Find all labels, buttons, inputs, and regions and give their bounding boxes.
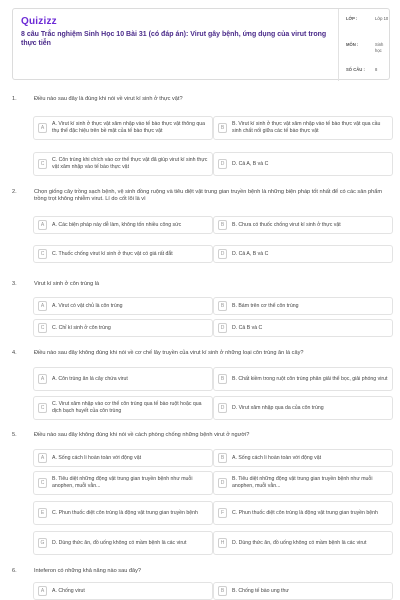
option-text: C. Thuốc chống virut kí sinh ở thực vật có giá rất đắt: [52, 250, 173, 257]
question-text: Chọn giống cây trồng sạch bệnh, vệ sinh đồng ruộng và tiêu diệt vật trung gian truyền bệnh là những biện pháp tốt nhất để có các sản phẩm trồng trọt không nhiễm virut. Lí do cốt lõi là vì: [34, 189, 383, 203]
option-letter-box: C: [38, 249, 47, 259]
option-text: B. Chống tế bào ung thư: [232, 587, 289, 594]
option-5e[interactable]: [33, 501, 213, 525]
question-number: 5.: [12, 432, 17, 438]
option-letter-box: H: [218, 538, 227, 548]
option-text: B. Virut kí sinh ở thực vật xâm nhập vào tế bào thực vật qua cầu sinh chất nối giữa các tế bào thực vật: [232, 121, 381, 134]
option-letter-box: C: [38, 323, 47, 333]
option-letter-box: A: [38, 220, 47, 230]
option-letter-box: B: [218, 374, 227, 384]
option-letter-box: E: [38, 508, 47, 518]
option-letter-box: F: [218, 508, 227, 518]
worksheet-header: [12, 8, 390, 80]
option-5b[interactable]: [213, 449, 393, 467]
option-3a[interactable]: [33, 297, 213, 315]
option-text: D. Cả B và C: [232, 324, 263, 331]
option-4b[interactable]: [213, 367, 393, 391]
option-letter-box: G: [38, 538, 47, 548]
option-text: C. Côn trùng khi chích vào cơ thể thực vật đã giúp virut kí sinh thực vật xâm nhập vào tế bào thực vật: [52, 157, 208, 170]
option-5f[interactable]: [213, 501, 393, 525]
option-text: D. Dùng thức ăn, đồ uống không có mầm bệnh là các virut: [232, 539, 367, 546]
option-text: B. Tiêu diệt những động vật trung gian truyền bệnh như muỗi anophen, muỗi vằn...: [52, 476, 193, 489]
option-letter-box: A: [38, 453, 47, 463]
option-letter-box: B: [218, 301, 227, 311]
meta-subject-value: Sinh học: [375, 42, 384, 53]
option-text: A. Côn trùng ăn lá cây chứa virut: [52, 375, 128, 382]
option-2d[interactable]: [213, 245, 393, 263]
question-number: 4.: [12, 350, 17, 356]
option-letter-box: B: [218, 453, 227, 463]
option-text: C. Phun thuốc diệt côn trùng là động vật trung gian truyền bệnh: [52, 509, 198, 516]
meta-count-label: SỐ CÂU :: [346, 67, 365, 72]
option-6b[interactable]: [213, 582, 393, 600]
option-letter-box: D: [218, 478, 227, 488]
question-text: Điều nào sau đây không đúng khi nói về cách phòng chống những bệnh virut ở người?: [34, 432, 250, 438]
option-2b[interactable]: [213, 216, 393, 234]
option-1c[interactable]: [33, 152, 213, 176]
option-letter-box: C: [38, 159, 47, 169]
option-5g[interactable]: [33, 531, 213, 555]
option-letter-box: A: [38, 586, 47, 596]
option-5d[interactable]: [213, 471, 393, 495]
option-5h[interactable]: [213, 531, 393, 555]
option-letter-box: A: [38, 123, 47, 133]
option-letter-box: D: [218, 323, 227, 333]
worksheet-meta: [338, 9, 391, 81]
meta-grade-label: LỚP :: [346, 16, 358, 21]
meta-count-value: 8: [375, 67, 378, 72]
option-letter-box: C: [38, 403, 47, 413]
option-2c[interactable]: [33, 245, 213, 263]
option-1a[interactable]: [33, 116, 213, 140]
quizizz-logo: Quizizz: [21, 16, 57, 27]
option-letter-box: B: [218, 586, 227, 596]
option-2a[interactable]: [33, 216, 213, 234]
option-letter-box: D: [218, 159, 227, 169]
option-5c[interactable]: [33, 471, 213, 495]
option-text: B. Chưa có thuốc chống virut kí sinh ở thực vật: [232, 221, 341, 228]
question-text: Inteferon có những khả năng nào sau đây?: [34, 568, 141, 574]
option-4d[interactable]: [213, 396, 393, 420]
option-letter-box: A: [38, 301, 47, 311]
meta-grade-value: Lớp 10: [375, 16, 389, 21]
option-text: A. Chống virut: [52, 587, 85, 594]
meta-subject-label: MÔN :: [346, 42, 359, 47]
option-text: C. Chỉ kí sinh ở côn trùng: [52, 324, 111, 331]
option-letter-box: C: [38, 478, 47, 488]
option-text: C. Phun thuốc diệt côn trùng là động vật trung gian truyền bệnh: [232, 509, 378, 516]
option-text: A. Virut có vật chủ là côn trùng: [52, 302, 123, 309]
option-3c[interactable]: [33, 319, 213, 337]
question-text: Điều nào sau đây không đúng khi nói về cơ chế lây truyền của virut kí sinh ở những loại côn trùng ăn lá cây?: [34, 350, 304, 356]
option-1d[interactable]: [213, 152, 393, 176]
option-5a[interactable]: [33, 449, 213, 467]
option-text: A. Sống cách li hoàn toàn với động vật: [52, 454, 142, 461]
option-text: D. Cả A, B và C: [232, 160, 269, 167]
option-letter-box: D: [218, 249, 227, 259]
worksheet-title: 8 câu Trắc nghiệm Sinh Học 10 Bài 31 (có đáp án): Virut gây bệnh, ứng dụng của virut trong thực tiễn: [21, 31, 327, 47]
option-3d[interactable]: [213, 319, 393, 337]
question-number: 1.: [12, 96, 17, 102]
option-letter-box: D: [218, 403, 227, 413]
option-text: B. Tiêu diệt những động vật trung gian truyền bệnh như muỗi anophen, muỗi vằn...: [232, 476, 373, 489]
option-text: D. Virut xâm nhập qua da của côn trùng: [232, 404, 324, 411]
option-letter-box: B: [218, 220, 227, 230]
option-6a[interactable]: [33, 582, 213, 600]
option-4c[interactable]: [33, 396, 213, 420]
option-text: B. Bám trên cơ thể côn trùng: [232, 302, 299, 309]
option-text: A. Các biện pháp này dễ làm, không tốn nhiều công sức: [52, 221, 182, 228]
option-letter-box: A: [38, 374, 47, 384]
question-text: Virut kí sinh ở côn trùng là: [34, 281, 100, 287]
option-1b[interactable]: [213, 116, 393, 140]
question-text: Điều nào sau đây là đúng khi nói về virut kí sinh ở thực vật?: [34, 96, 183, 102]
option-letter-box: B: [218, 123, 227, 133]
option-4a[interactable]: [33, 367, 213, 391]
question-number: 2.: [12, 189, 17, 195]
option-text: C. Virut xâm nhập vào cơ thể côn trùng qua tế bào ruột hoặc qua dịch bạch huyết của côn trùng: [52, 401, 202, 414]
option-text: B. Chất kiềm trong ruột côn trùng phân giải thể bọc, giải phóng virut: [232, 375, 388, 382]
option-text: A. Virut kí sinh ở thực vật xâm nhập vào tế bào thực vật thông qua thụ thể đặc hiệu trên bề mặt của tế bào thực vật: [52, 121, 205, 134]
question-number: 6.: [12, 568, 17, 574]
question-number: 3.: [12, 281, 17, 287]
option-text: A. Sống cách li hoàn toàn với động vật: [232, 454, 322, 461]
option-text: D. Cả A, B và C: [232, 250, 269, 257]
option-3b[interactable]: [213, 297, 393, 315]
option-text: D. Dùng thức ăn, đồ uống không có mầm bệnh là các virut: [52, 539, 187, 546]
